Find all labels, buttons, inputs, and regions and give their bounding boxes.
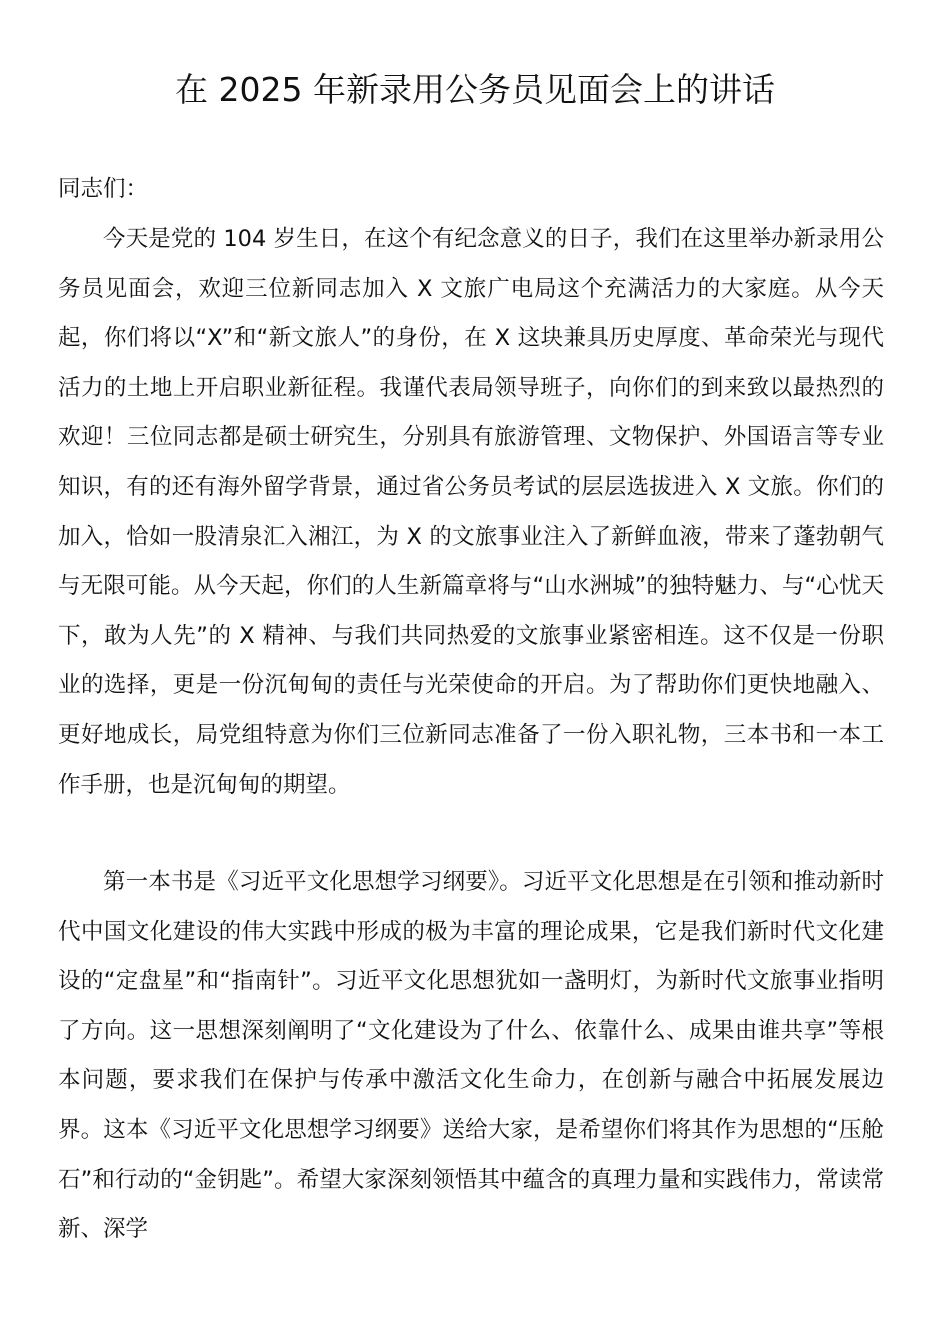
- salutation: 同志们：: [58, 176, 149, 202]
- body-paragraph-2: 第一本书是《习近平文化思想学习纲要》。习近平文化思想是在引领和推动新时代中国文化建设的伟大实践中形成的极为丰富的理论成果，它是我们新时代文化建设的“定盘星”和“指南针”。习近平文化思想犹如一盏明灯，为新时代文旅事业指明了方向。这一思想深刻阐明了“文化建设为了什么、依靠什么、成果由谁共享”等根本问题，要求我们在保护与传承中激活文化生命力，在创新与融合中拓展发展边界。这本《习近平文化思想学习纲要》送给大家，是希望你们将其作为思想的“压舱石”和行动的“金钥匙”。希望大家深刻领悟其中蕴含的真理力量和实践伟力，常读常新、深学: [58, 869, 884, 1243]
- document-title: 在 2025 年新录用公务员见面会上的讲话: [175, 70, 775, 109]
- body-paragraph-1: 今天是党的 104 岁生日，在这个有纪念意义的日子，我们在这里举办新录用公务员见面会，欢迎三位新同志加入 X 文旅广电局这个充满活力的大家庭。从今天起，你们将以“X”和“新文旅人”的身份，在 X 这块兼具历史厚度、革命荣光与现代活力的土地上开启职业新征程。我谨代表局领导班子，向你们的到来致以最热烈的欢迎！三位同志都是硕士研究生，分别具有旅游管理、文物保护、外国语言等专业知识，有的还有海外留学背景，通过省公务员考试的层层选拔进入 X 文旅。你们的加入，恰如一股清泉汇入湘江，为 X 的文旅事业注入了新鲜血液，带来了蓬勃朝气与无限可能。从今天起，你们的人生新篇章将与“山水洲城”的独特魅力、与“心忧天下，敢为人先”的 X 精神、与我们共同热爱的文旅事业紧密相连。这不仅是一份职业的选择，更是一份沉甸甸的责任与光荣使命的开启。为了帮助你们更快地融入、更好地成长，局党组特意为你们三位新同志准备了一份入职礼物，三本书和一本工作手册，也是沉甸甸的期望。: [58, 226, 884, 798]
